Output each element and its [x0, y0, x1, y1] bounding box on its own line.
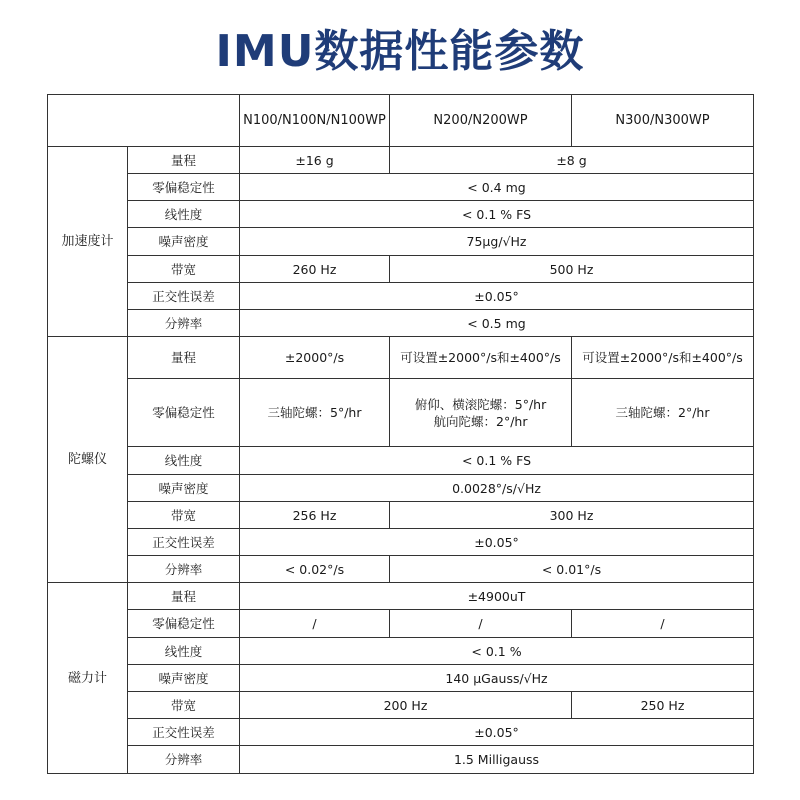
table-row	[48, 502, 754, 529]
value-cell: 260 Hz	[240, 256, 390, 283]
model-header-n200: N200/N200WP	[390, 95, 572, 147]
table-row	[48, 529, 754, 556]
value-cell: 可设置±2000°/s和±400°/s	[572, 337, 754, 379]
value-cell: ±0.05°	[240, 283, 754, 310]
table-row	[48, 174, 754, 201]
group-label-magnetometer: 磁力计	[48, 583, 128, 774]
value-cell: < 0.01°/s	[390, 556, 754, 583]
table-row	[48, 475, 754, 502]
value-cell: ±0.05°	[240, 529, 754, 556]
param-label: 噪声密度	[128, 665, 240, 692]
group-label-accelerometer: 加速度计	[48, 147, 128, 337]
param-label: 零偏稳定性	[128, 379, 240, 447]
spec-table	[47, 94, 754, 774]
param-label: 量程	[128, 337, 240, 379]
table-row	[48, 665, 754, 692]
value-cell: ±8 g	[390, 147, 754, 174]
value-cell: 三轴陀螺：2°/hr	[572, 379, 754, 447]
value-cell: 500 Hz	[390, 256, 754, 283]
value-line: 航向陀螺：2°/hr	[433, 413, 528, 429]
model-header-n300: N300/N300WP	[572, 95, 754, 147]
table-row	[48, 147, 754, 174]
value-cell: 1.5 Milligauss	[240, 746, 754, 774]
param-label: 量程	[128, 147, 240, 174]
param-label: 线性度	[128, 638, 240, 665]
param-label: 噪声密度	[128, 228, 240, 256]
value-cell: 三轴陀螺：5°/hr	[240, 379, 390, 447]
param-label: 正交性误差	[128, 283, 240, 310]
table-row	[48, 610, 754, 638]
param-label: 分辨率	[128, 310, 240, 337]
page-title: IMU数据性能参数	[215, 26, 585, 77]
value-cell: < 0.5 mg	[240, 310, 754, 337]
table-row	[48, 719, 754, 746]
value-cell: 140 μGauss/√Hz	[240, 665, 754, 692]
value-cell: ±2000°/s	[240, 337, 390, 379]
table-row	[48, 310, 754, 337]
param-label: 量程	[128, 583, 240, 610]
value-cell: < 0.1 % FS	[240, 447, 754, 475]
value-cell: 75μg/√Hz	[240, 228, 754, 256]
model-header-n100: N100/N100N/N100WP	[240, 95, 390, 147]
header-corner-cell	[48, 95, 240, 147]
value-cell: 可设置±2000°/s和±400°/s	[390, 337, 572, 379]
param-label: 线性度	[128, 447, 240, 475]
value-cell: /	[240, 610, 390, 638]
param-label: 零偏稳定性	[128, 174, 240, 201]
value-cell	[390, 379, 572, 447]
value-cell: /	[390, 610, 572, 638]
table-row	[48, 228, 754, 256]
table-row	[48, 256, 754, 283]
value-cell: /	[572, 610, 754, 638]
group-label-gyroscope: 陀螺仪	[48, 337, 128, 583]
header-row	[48, 95, 754, 147]
value-cell: < 0.4 mg	[240, 174, 754, 201]
value-line: 俯仰、横滚陀螺：5°/hr	[414, 396, 547, 412]
param-label: 带宽	[128, 692, 240, 719]
value-cell: < 0.1 % FS	[240, 201, 754, 228]
table-row	[48, 447, 754, 475]
table-row	[48, 746, 754, 774]
table-row	[48, 638, 754, 665]
value-cell: < 0.02°/s	[240, 556, 390, 583]
param-label: 分辨率	[128, 746, 240, 774]
table-row	[48, 379, 754, 447]
table-row	[48, 692, 754, 719]
value-cell: 256 Hz	[240, 502, 390, 529]
value-cell: ±16 g	[240, 147, 390, 174]
value-cell: 300 Hz	[390, 502, 754, 529]
table-row	[48, 337, 754, 379]
param-label: 分辨率	[128, 556, 240, 583]
table-row	[48, 283, 754, 310]
value-cell: 250 Hz	[572, 692, 754, 719]
value-cell: < 0.1 %	[240, 638, 754, 665]
value-cell: 0.0028°/s/√Hz	[240, 475, 754, 502]
param-label: 带宽	[128, 502, 240, 529]
table-row	[48, 556, 754, 583]
value-cell: 200 Hz	[240, 692, 572, 719]
param-label: 噪声密度	[128, 475, 240, 502]
param-label: 正交性误差	[128, 719, 240, 746]
table-row	[48, 583, 754, 610]
param-label: 带宽	[128, 256, 240, 283]
value-cell: ±0.05°	[240, 719, 754, 746]
param-label: 正交性误差	[128, 529, 240, 556]
table-row	[48, 201, 754, 228]
param-label: 零偏稳定性	[128, 610, 240, 638]
value-cell: ±4900uT	[240, 583, 754, 610]
param-label: 线性度	[128, 201, 240, 228]
